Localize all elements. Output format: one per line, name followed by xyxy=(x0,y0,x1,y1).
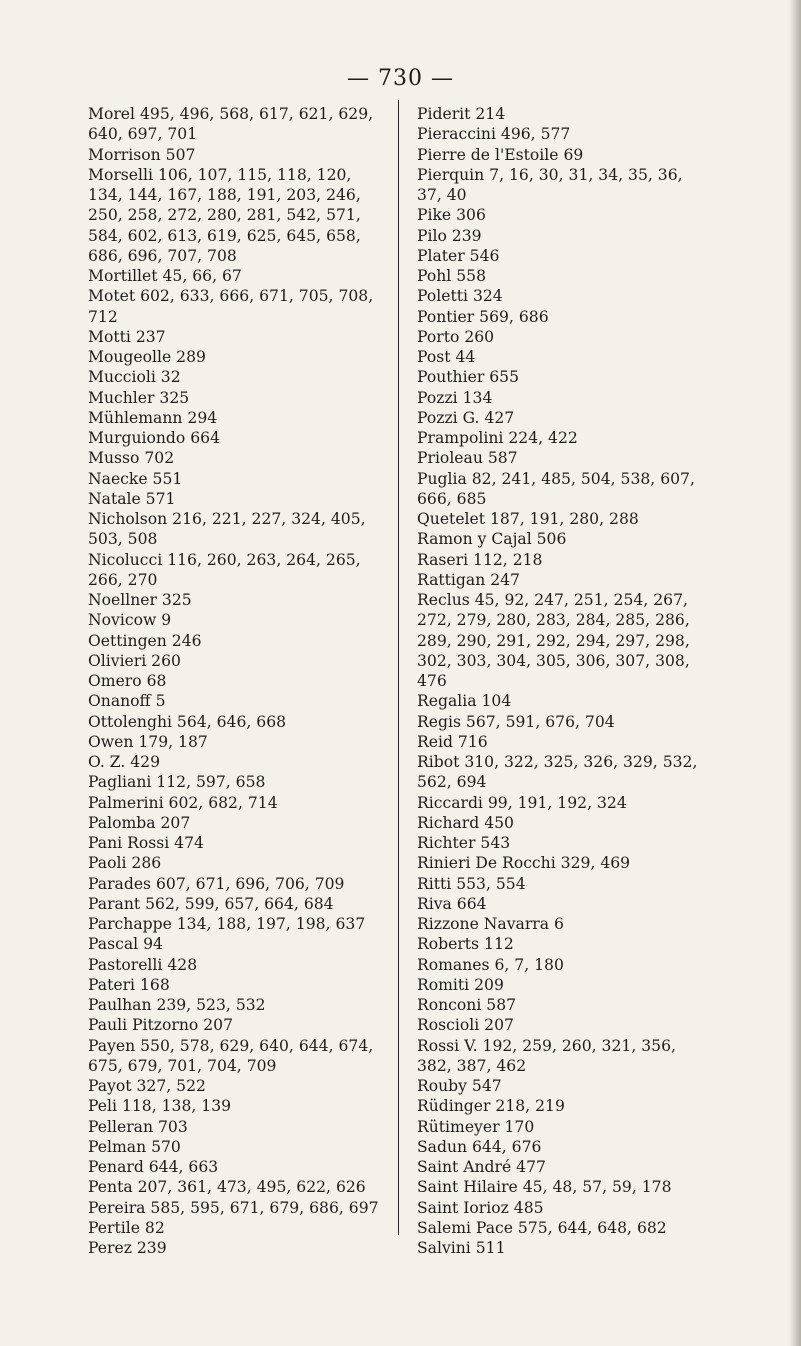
index-entry-line: Onanoff 5 xyxy=(88,692,166,711)
index-entry-line: Murguiondo 664 xyxy=(88,429,220,447)
index-entry xyxy=(88,266,388,286)
index-entry-line: Rinieri De Rocchi 329, 469 xyxy=(417,854,631,873)
index-entry xyxy=(417,367,717,387)
index-entry-line: Romanes 6, 7, 180 xyxy=(417,955,564,974)
index-entry-continuation: 686, 696, 707, 708 xyxy=(88,246,237,265)
index-entry xyxy=(417,570,717,590)
index-entry xyxy=(88,772,388,792)
index-entry-line: Paoli 286 xyxy=(88,854,162,873)
index-entry xyxy=(417,1036,717,1077)
index-entry xyxy=(417,793,717,813)
index-column-left xyxy=(88,104,388,1258)
index-entry-line: Parchappe 134, 188, 197, 198, 637 xyxy=(88,915,366,933)
index-entry-line: Nicolucci 116, 260, 263, 264, 265, xyxy=(88,550,361,569)
index-entry-continuation: 476 xyxy=(417,672,447,690)
index-entry-line: Pike 306 xyxy=(417,206,486,225)
index-entry-line: Morrison 507 xyxy=(88,145,196,164)
index-entry xyxy=(417,1015,717,1035)
index-entry xyxy=(88,448,388,468)
index-entry-line: Rütimeyer 170 xyxy=(417,1117,535,1136)
index-entry xyxy=(88,327,388,347)
index-entry-line: Palmerini 602, 682, 714 xyxy=(88,793,278,812)
index-entry-line: O. Z. 429 xyxy=(88,753,161,771)
index-entry xyxy=(417,347,717,367)
index-entry-line: Pilo 239 xyxy=(417,226,482,245)
index-entry-line: Saint André 477 xyxy=(417,1158,546,1176)
index-entry-line: Ribot 310, 322, 325, 326, 329, 532, xyxy=(417,753,698,771)
index-entry xyxy=(417,1218,717,1238)
index-entry-continuation: 134, 144, 167, 188, 191, 203, 246, xyxy=(88,186,361,204)
column-divider xyxy=(398,100,399,1235)
index-entry-line: Mühlemann 294 xyxy=(88,408,218,427)
index-entry xyxy=(417,529,717,549)
index-entry xyxy=(417,590,717,691)
index-entry-line: Owen 179, 187 xyxy=(88,732,208,751)
index-entry-line: Pateri 168 xyxy=(88,975,170,994)
index-entry-line: Riccardi 99, 191, 192, 324 xyxy=(417,793,627,812)
index-entry-line: Novicow 9 xyxy=(88,611,172,630)
index-entry-line: Rattigan 247 xyxy=(417,570,520,589)
index-entry xyxy=(88,104,388,145)
index-entry-continuation: 562, 694 xyxy=(417,773,487,792)
index-entry xyxy=(417,408,717,428)
index-entry-line: Pagliani 112, 597, 658 xyxy=(88,773,266,792)
index-entry-line: Peli 118, 138, 139 xyxy=(88,1097,232,1116)
index-entry-continuation: 302, 303, 304, 305, 306, 307, 308, xyxy=(417,651,690,670)
index-entry-line: Oettingen 246 xyxy=(88,631,202,650)
index-entry-line: Pertile 82 xyxy=(88,1218,165,1237)
index-entry-line: Salemi Pace 575, 644, 648, 682 xyxy=(417,1218,667,1237)
index-entry-line: Pierre de l'Estoile 69 xyxy=(417,145,584,164)
index-entry-line: Regalia 104 xyxy=(417,692,512,711)
index-entry xyxy=(88,286,388,327)
index-entry xyxy=(88,428,388,448)
index-entry-line: Pelman 570 xyxy=(88,1137,181,1156)
index-entry xyxy=(417,327,717,347)
index-entry xyxy=(88,691,388,711)
index-entry-line: Saint Hilaire 45, 48, 57, 59, 178 xyxy=(417,1178,672,1197)
index-entry xyxy=(417,1198,717,1218)
index-entry xyxy=(417,246,717,266)
index-entry-line: Prioleau 587 xyxy=(417,449,518,468)
index-entry xyxy=(88,590,388,610)
index-entry xyxy=(88,995,388,1015)
index-entry xyxy=(417,469,717,510)
index-entry-line: Roscioli 207 xyxy=(417,1016,514,1035)
index-entry-line: Pauli Pitzorno 207 xyxy=(88,1016,234,1035)
index-entry-continuation: 250, 258, 272, 280, 281, 542, 571, xyxy=(88,206,361,225)
index-entry-line: Puglia 82, 241, 485, 504, 538, 607, xyxy=(417,469,695,488)
index-entry xyxy=(88,550,388,591)
index-entry xyxy=(417,1076,717,1096)
index-entry-line: Pozzi G. 427 xyxy=(417,408,515,427)
index-entry-line: Rüdinger 218, 219 xyxy=(417,1097,565,1116)
index-entry xyxy=(417,1157,717,1177)
index-entry xyxy=(88,955,388,975)
index-entry xyxy=(417,124,717,144)
index-entry-line: Pelleran 703 xyxy=(88,1117,188,1136)
index-entry-line: Pascal 94 xyxy=(88,935,163,954)
index-entry xyxy=(88,489,388,509)
index-entry-line: Quetelet 187, 191, 280, 288 xyxy=(417,510,639,528)
index-entry-line: Omero 68 xyxy=(88,672,167,690)
index-entry xyxy=(88,934,388,954)
index-entry xyxy=(417,286,717,306)
index-entry xyxy=(88,732,388,752)
index-entry xyxy=(417,752,717,793)
index-entry-continuation: 584, 602, 613, 619, 625, 645, 658, xyxy=(88,226,361,245)
index-entry-line: Mortillet 45, 66, 67 xyxy=(88,267,242,285)
index-entry xyxy=(417,448,717,468)
index-entry-line: Regis 567, 591, 676, 704 xyxy=(417,712,615,731)
index-entry-line: Pastorelli 428 xyxy=(88,955,198,974)
index-entry-line: Motti 237 xyxy=(88,327,166,346)
index-entry-line: Paulhan 239, 523, 532 xyxy=(88,996,266,1014)
index-entry xyxy=(88,1238,388,1258)
index-entry-line: Natale 571 xyxy=(88,489,176,508)
index-entry-line: Ritti 553, 554 xyxy=(417,874,526,893)
index-entry-line: Romiti 209 xyxy=(417,975,504,994)
index-entry xyxy=(88,408,388,428)
index-entry xyxy=(417,712,717,732)
index-entry xyxy=(417,1137,717,1157)
index-entry xyxy=(88,347,388,367)
index-entry xyxy=(417,1117,717,1137)
index-entry-line: Pontier 569, 686 xyxy=(417,307,549,326)
index-entry xyxy=(88,1076,388,1096)
index-entry-continuation: 666, 685 xyxy=(417,489,487,508)
index-entry xyxy=(88,1177,388,1197)
index-entry xyxy=(417,914,717,934)
index-entry xyxy=(417,1177,717,1197)
index-entry xyxy=(88,874,388,894)
index-entry-line: Morel 495, 496, 568, 617, 621, 629, xyxy=(88,105,374,123)
index-entry xyxy=(88,388,388,408)
index-entry-line: Noellner 325 xyxy=(88,591,192,609)
index-entry-line: Pierquin 7, 16, 30, 31, 34, 35, 36, xyxy=(417,165,683,184)
index-entry-line: Rizzone Navarra 6 xyxy=(417,915,564,933)
index-entry xyxy=(88,1096,388,1116)
index-entry-continuation: 382, 387, 462 xyxy=(417,1056,527,1075)
index-entry-line: Muchler 325 xyxy=(88,388,190,407)
page-number: — 730 — xyxy=(347,66,454,91)
index-entry-line: Saint Iorioz 485 xyxy=(417,1198,544,1217)
index-entry xyxy=(417,894,717,914)
index-entry-line: Ramon y Cajal 506 xyxy=(417,530,567,549)
index-entry xyxy=(88,1036,388,1077)
index-entry xyxy=(417,428,717,448)
index-entry xyxy=(417,388,717,408)
index-entry-continuation: 266, 270 xyxy=(88,570,158,589)
index-entry xyxy=(417,205,717,225)
index-entry-line: Prampolini 224, 422 xyxy=(417,429,578,447)
index-entry-line: Naecke 551 xyxy=(88,469,183,488)
index-entry-line: Porto 260 xyxy=(417,327,495,346)
index-entry xyxy=(88,367,388,387)
index-entry-continuation: 675, 679, 701, 704, 709 xyxy=(88,1056,277,1075)
index-entry-continuation: 272, 279, 280, 283, 284, 285, 286, xyxy=(417,611,690,630)
index-entry-line: Perez 239 xyxy=(88,1239,167,1257)
index-entry-line: Riva 664 xyxy=(417,894,487,913)
index-entry-continuation: 640, 697, 701 xyxy=(88,125,198,144)
index-entry xyxy=(88,1157,388,1177)
index-entry xyxy=(417,266,717,286)
index-entry-line: Payen 550, 578, 629, 640, 644, 674, xyxy=(88,1036,374,1055)
index-entry-line: Ottolenghi 564, 646, 668 xyxy=(88,712,287,731)
index-entry-line: Salvini 511 xyxy=(417,1239,506,1257)
index-entry-line: Penard 644, 663 xyxy=(88,1158,219,1176)
index-entry-line: Post 44 xyxy=(417,348,476,366)
index-entry xyxy=(88,1117,388,1137)
index-entry xyxy=(88,914,388,934)
index-entry xyxy=(88,671,388,691)
index-entry xyxy=(88,165,388,266)
index-entry-line: Olivieri 260 xyxy=(88,651,181,670)
index-entry xyxy=(88,793,388,813)
index-entry xyxy=(88,509,388,550)
index-entry-line: Payot 327, 522 xyxy=(88,1077,206,1095)
index-entry xyxy=(417,934,717,954)
index-entry xyxy=(88,1015,388,1035)
index-entry-line: Pozzi 134 xyxy=(417,388,493,407)
index-entry xyxy=(88,975,388,995)
index-entry-line: Poletti 324 xyxy=(417,287,503,306)
index-entry xyxy=(417,1096,717,1116)
index-entry xyxy=(88,833,388,853)
index-entry-line: Muccioli 32 xyxy=(88,368,181,387)
index-entry xyxy=(417,975,717,995)
index-entry-line: Morselli 106, 107, 115, 118, 120, xyxy=(88,165,352,184)
index-entry xyxy=(88,631,388,651)
index-entry xyxy=(88,1218,388,1238)
index-entry-line: Reclus 45, 92, 247, 251, 254, 267, xyxy=(417,591,688,609)
index-entry xyxy=(417,955,717,975)
index-entry xyxy=(417,813,717,833)
index-entry xyxy=(88,651,388,671)
index-entry-line: Musso 702 xyxy=(88,449,175,468)
index-entry-line: Sadun 644, 676 xyxy=(417,1137,542,1156)
index-entry-line: Pieraccini 496, 577 xyxy=(417,125,571,144)
index-entry-line: Reid 716 xyxy=(417,732,488,751)
index-entry-line: Roberts 112 xyxy=(417,935,514,954)
index-entry-line: Rossi V. 192, 259, 260, 321, 356, xyxy=(417,1036,676,1055)
index-entry xyxy=(417,509,717,529)
index-entry-line: Pohl 558 xyxy=(417,267,486,285)
index-entry-line: Nicholson 216, 221, 227, 324, 405, xyxy=(88,510,366,528)
index-entry xyxy=(417,165,717,206)
index-entry xyxy=(88,1198,388,1218)
index-entry-line: Motet 602, 633, 666, 671, 705, 708, xyxy=(88,287,374,306)
index-entry xyxy=(417,833,717,853)
index-entry-line: Raseri 112, 218 xyxy=(417,550,543,569)
page-edge-shadow xyxy=(789,0,801,1346)
index-column-right xyxy=(417,104,717,1258)
index-entry xyxy=(417,1238,717,1258)
index-entry-line: Plater 546 xyxy=(417,246,500,265)
index-entry xyxy=(88,712,388,732)
index-entry xyxy=(417,691,717,711)
index-entry xyxy=(417,104,717,124)
index-entry xyxy=(417,995,717,1015)
index-entry xyxy=(417,226,717,246)
index-entry xyxy=(417,307,717,327)
index-entry xyxy=(88,469,388,489)
index-entry xyxy=(88,610,388,630)
index-entry-continuation: 289, 290, 291, 292, 294, 297, 298, xyxy=(417,631,690,650)
index-entry xyxy=(417,550,717,570)
index-entry-continuation: 712 xyxy=(88,307,118,326)
index-entry-line: Mougeolle 289 xyxy=(88,348,206,366)
index-entry-continuation: 503, 508 xyxy=(88,530,158,549)
index-entry xyxy=(417,145,717,165)
index-entry-line: Parades 607, 671, 696, 706, 709 xyxy=(88,874,345,893)
index-entry-line: Pereira 585, 595, 671, 679, 686, 697 xyxy=(88,1198,379,1217)
index-entry xyxy=(88,853,388,873)
index-entry-line: Piderit 214 xyxy=(417,105,506,123)
index-entry-line: Ronconi 587 xyxy=(417,996,517,1014)
index-entry xyxy=(417,853,717,873)
index-entry xyxy=(88,1137,388,1157)
index-entry-line: Palomba 207 xyxy=(88,813,191,832)
index-entry xyxy=(88,894,388,914)
index-entry-continuation: 37, 40 xyxy=(417,186,467,204)
index-entry-line: Pani Rossi 474 xyxy=(88,834,204,852)
index-entry-line: Penta 207, 361, 473, 495, 622, 626 xyxy=(88,1178,366,1197)
index-entry xyxy=(88,752,388,772)
index-entry-line: Pouthier 655 xyxy=(417,368,519,387)
index-entry-line: Richter 543 xyxy=(417,834,511,852)
index-entry xyxy=(417,732,717,752)
index-entry-line: Richard 450 xyxy=(417,813,514,832)
index-entry-line: Rouby 547 xyxy=(417,1077,502,1095)
index-entry xyxy=(88,813,388,833)
index-entry xyxy=(88,145,388,165)
index-entry-line: Parant 562, 599, 657, 664, 684 xyxy=(88,894,334,913)
index-entry xyxy=(417,874,717,894)
